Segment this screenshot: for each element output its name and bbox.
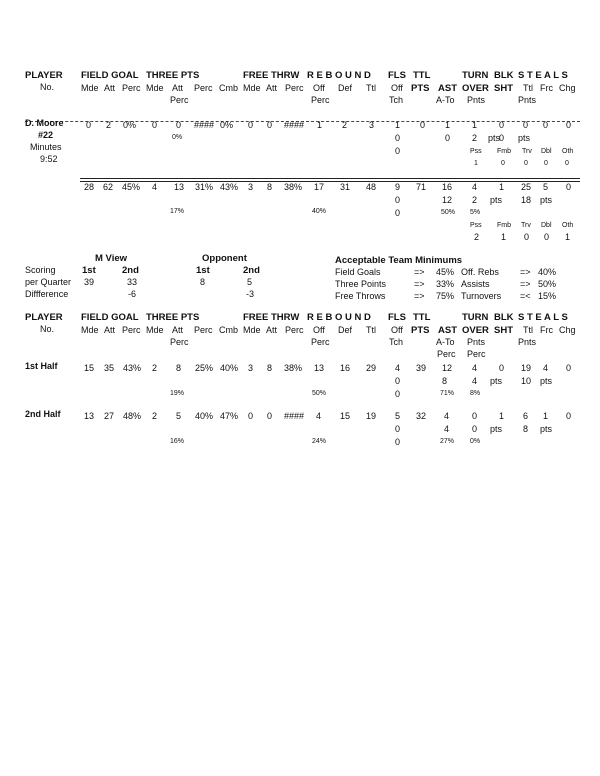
h2-tp-cmb: 47% — [220, 411, 239, 421]
h1-tp-cmb: 40% — [220, 363, 239, 373]
h2-ast-perc: 27% — [440, 438, 455, 445]
sub-label-oth: Oth — [562, 148, 574, 155]
h2-fg-att: 27 — [104, 411, 115, 421]
h1-turnover-perc: 8% — [470, 390, 481, 397]
over-perc-col-2: Perc — [467, 349, 486, 359]
reb-ttl-col-2: Ttl — [366, 325, 376, 335]
sub-label-trv: Trv — [522, 148, 532, 155]
tot-turnover-perc: 5% — [470, 209, 481, 216]
h1-reb-off-perc: 50% — [312, 390, 327, 397]
tp-att-perc: 0% — [172, 134, 183, 141]
tot-tp-made: 4 — [152, 182, 158, 192]
half1-label: 1st Half — [25, 361, 58, 371]
tot-sub-label-dbl: Dbl — [541, 222, 552, 229]
min-arrow-turnovers: =< — [520, 291, 531, 301]
tot-sub-label-pss: Pss — [470, 222, 482, 229]
tot-fls-1: 9 — [395, 182, 401, 192]
sub-value-oth: 0 — [565, 160, 569, 167]
tp-att-perc-col: Perc — [170, 95, 189, 105]
fouls-header: FLS — [388, 70, 406, 81]
total-header-2: TTL — [413, 312, 431, 323]
h1-tp-att: 8 — [176, 363, 182, 373]
per-quarter-label: per Quarter — [25, 277, 72, 287]
reb-ttl: 3 — [369, 120, 375, 130]
number-header: No. — [40, 82, 55, 92]
ast-col: AST — [438, 83, 457, 94]
over-col-2: OVER — [462, 325, 489, 336]
scoring-label: Scoring — [25, 265, 56, 275]
steal-pnts-col: Pnts — [518, 95, 537, 105]
rebound-header: R E B O U N D — [307, 70, 371, 81]
ft-att-col-2: Att — [266, 325, 278, 335]
tp-att-col-2: Att — [172, 325, 184, 335]
min-arrow-tp: => — [414, 279, 425, 289]
steal-ttl-col: Ttl — [523, 83, 533, 93]
h2-reb-off: 4 — [316, 411, 322, 421]
h1-block-pts: pts — [490, 376, 503, 386]
steal-chg-col-2: Chg — [559, 325, 576, 335]
h2-ttl-pts: 32 — [416, 411, 427, 421]
tot-block-pts: pts — [490, 195, 503, 205]
h1-turnover-pts: 4 — [472, 376, 478, 386]
tot-sub-value-pss: 2 — [474, 232, 480, 242]
over-pnts-col-2: Pnts — [467, 337, 486, 347]
h1-ft-att: 8 — [267, 363, 273, 373]
fg-perc-col-2: Perc — [122, 325, 141, 335]
h2-turnovers: 0 — [472, 411, 478, 421]
tp-made-col: Mde — [146, 83, 164, 93]
h1-ast-ato: 8 — [442, 376, 448, 386]
tot-sub-value-dbl: 0 — [544, 232, 550, 242]
reb-def-col-2: Def — [338, 325, 353, 335]
tp-made-col-2: Mde — [146, 325, 164, 335]
three-pts-header-2: THREE PTS — [146, 312, 200, 323]
tot-reb-ttl: 48 — [366, 182, 377, 192]
h1-ast-perc: 71% — [440, 390, 455, 397]
h1-blocks: 0 — [499, 363, 505, 373]
min-value-fg: 45% — [436, 267, 455, 277]
turnovers: 1 — [472, 120, 478, 130]
reb-off-perc-col-2: Perc — [311, 337, 330, 347]
steal-frc-col-2: Frc — [540, 325, 553, 335]
player-number: #22 — [38, 130, 54, 140]
fls-3: 0 — [395, 146, 401, 156]
tot-steal-ttl: 25 — [521, 182, 532, 192]
min-label-turnovers: Turnovers — [461, 291, 502, 301]
tp-att: 0 — [176, 120, 182, 130]
h2-fg-perc: 48% — [123, 411, 142, 421]
fls-2: 0 — [395, 133, 401, 143]
minutes-label: Minutes — [30, 142, 62, 152]
h2-reb-def: 15 — [340, 411, 351, 421]
h1-fg-att: 35 — [104, 363, 115, 373]
minimums-title: Acceptable Team Minimums — [335, 255, 463, 266]
field-goal-header-2: FIELD GOAL — [81, 312, 139, 323]
h2-blocks: 1 — [499, 411, 505, 421]
h1-steal-chg: 0 — [566, 363, 572, 373]
h2-tp-att-perc: 16% — [170, 438, 185, 445]
o-1st-score: 8 — [200, 277, 206, 287]
h1-tp-att-perc: 19% — [170, 390, 185, 397]
steal-ttl-col-2: Ttl — [523, 325, 533, 335]
tot-blocks: 1 — [499, 182, 505, 192]
over-pnts-col: Pnts — [467, 95, 486, 105]
fg-made-col: Mde — [81, 83, 99, 93]
steal-ttl: 0 — [523, 120, 529, 130]
o-difference: -3 — [246, 289, 255, 299]
number-header-2: No. — [40, 324, 55, 334]
tot-sub-value-trv: 0 — [524, 232, 530, 242]
over-col: OVER — [462, 83, 489, 94]
fls-tch-col-2: Tch — [389, 337, 404, 347]
sub-value-fmb: 0 — [501, 160, 505, 167]
block-header-2: BLK — [494, 312, 514, 323]
h2-steal-ttl: 6 — [523, 411, 529, 421]
h2-steal-pts: 8 — [523, 424, 529, 434]
tot-fg-perc: 45% — [122, 182, 141, 192]
ast: 1 — [445, 120, 451, 130]
ft-perc-col-2: Perc — [285, 325, 304, 335]
sub-label-pss: Pss — [470, 148, 482, 155]
ast-ato-col-2: A-To — [436, 337, 455, 347]
tot-reb-def: 31 — [340, 182, 351, 192]
h2-fg-made: 13 — [84, 411, 95, 421]
ft-made-col-2: Mde — [243, 325, 261, 335]
tot-tp-perc: 31% — [195, 182, 214, 192]
sub-label-dbl: Dbl — [541, 148, 552, 155]
tp-cmb: 0% — [220, 120, 234, 130]
h2-steal-frc: 1 — [543, 411, 549, 421]
reb-off-perc-col: Perc — [311, 95, 330, 105]
tp-att-col: Att — [172, 83, 184, 93]
player-name: D. Moore — [25, 118, 64, 128]
steal-chg: 0 — [566, 120, 572, 130]
min-value-ft: 75% — [436, 291, 455, 301]
h2-fls-2: 0 — [395, 424, 401, 434]
ft-att: 0 — [267, 120, 273, 130]
m-1st-score: 39 — [84, 277, 95, 287]
h2-steal-chg: 0 — [566, 411, 572, 421]
h2-tp-perc: 40% — [195, 411, 214, 421]
fg-made-col-2: Mde — [81, 325, 99, 335]
free-throw-header: FREE THRW — [243, 70, 300, 81]
h1-tp-perc: 25% — [195, 363, 214, 373]
h1-reb-off: 13 — [314, 363, 325, 373]
h1-fg-perc: 43% — [123, 363, 142, 373]
tp-cmb-col-2: Cmb — [219, 325, 239, 335]
total-header: TTL — [413, 70, 431, 81]
fg-perc: 0% — [123, 120, 137, 130]
turnover-pts-label: pts — [488, 133, 501, 143]
ft-made-col: Mde — [243, 83, 261, 93]
min-label-fg: Field Goals — [335, 267, 381, 277]
ft-perc: #### — [284, 120, 305, 130]
reb-def: 2 — [342, 120, 348, 130]
fouls-header-2: FLS — [388, 312, 406, 323]
min-value-assists: 50% — [538, 279, 557, 289]
fg-att-col: Att — [104, 83, 116, 93]
min-arrow-fg: => — [414, 267, 425, 277]
ast-ato: 0 — [445, 133, 451, 143]
fls-tch-col: Tch — [389, 95, 404, 105]
tp-perc: #### — [194, 120, 215, 130]
ttl-pts: 0 — [420, 120, 426, 130]
tot-ft-perc: 38% — [284, 182, 303, 192]
block-header: BLK — [494, 70, 514, 81]
tot-tp-att-perc: 17% — [170, 208, 185, 215]
h2-ast-ato: 4 — [444, 424, 450, 434]
h2-ast: 4 — [444, 411, 450, 421]
ast-col-2: AST — [438, 325, 457, 336]
h2-reb-off-perc: 24% — [312, 438, 327, 445]
h1-steal-pts-label: pts — [540, 376, 553, 386]
reb-ttl-col: Ttl — [366, 83, 376, 93]
tot-ft-made: 3 — [248, 182, 254, 192]
tot-fls-3: 0 — [395, 208, 401, 218]
fg-made: 0 — [86, 120, 92, 130]
h1-fls-2: 0 — [395, 376, 401, 386]
tot-ast: 16 — [442, 182, 453, 192]
h2-steal-pts-label: pts — [540, 424, 553, 434]
min-label-tp: Three Points — [335, 279, 387, 289]
opponent-heading: Opponent — [202, 253, 247, 264]
player-header: PLAYER — [25, 70, 63, 81]
m-view-heading: M View — [95, 253, 128, 264]
free-throw-header-2: FREE THRW — [243, 312, 300, 323]
field-goal-header: FIELD GOAL — [81, 70, 139, 81]
minutes-value: 9:52 — [40, 154, 58, 164]
min-value-turnovers: 15% — [538, 291, 557, 301]
fls-off-col-2: Off — [391, 325, 403, 335]
tot-sub-value-oth: 1 — [565, 232, 571, 242]
h1-ttl-pts: 39 — [416, 363, 427, 373]
h2-ft-perc: #### — [284, 411, 305, 421]
h2-fls-3: 0 — [395, 437, 401, 447]
steal-chg-col: Chg — [559, 83, 576, 93]
tot-sub-label-trv: Trv — [521, 222, 531, 229]
tot-steal-frc: 5 — [543, 182, 549, 192]
min-value-tp: 33% — [436, 279, 455, 289]
ast-perc-col-2: Perc — [437, 349, 456, 359]
h1-steal-ttl: 19 — [521, 363, 532, 373]
h1-reb-def: 16 — [340, 363, 351, 373]
sub-value-trv: 0 — [524, 160, 528, 167]
tot-fls-2: 0 — [395, 195, 401, 205]
ft-att-col: Att — [266, 83, 278, 93]
min-arrow-assists: => — [520, 279, 531, 289]
tot-fg-att: 62 — [103, 182, 114, 192]
steal-frc: 0 — [543, 120, 549, 130]
ast-ato-col: A-To — [436, 95, 455, 105]
o-2nd-score: 5 — [247, 277, 253, 287]
blocks: 0 — [499, 120, 505, 130]
h1-ft-made: 3 — [248, 363, 254, 373]
tp-att-perc-col-2: Perc — [170, 337, 189, 347]
tot-turnover-pts: 2 — [472, 195, 478, 205]
tot-ast-perc: 50% — [441, 209, 456, 216]
m-1st-heading: 1st — [82, 265, 96, 276]
min-arrow-ft: => — [414, 291, 425, 301]
sht-col-2: SHT — [494, 325, 513, 336]
steal-frc-col: Frc — [540, 83, 553, 93]
turn-header: TURN — [462, 70, 489, 81]
tot-sub-label-fmb: Fmb — [497, 222, 511, 229]
ft-perc-col: Perc — [285, 83, 304, 93]
tot-ft-att: 8 — [267, 182, 273, 192]
h2-ft-made: 0 — [248, 411, 254, 421]
half2-label: 2nd Half — [25, 409, 61, 419]
o-2nd-heading: 2nd — [243, 265, 260, 276]
tot-steal-chg: 0 — [566, 182, 572, 192]
min-label-rebs: Off. Rebs — [461, 267, 499, 277]
h1-reb-ttl: 29 — [366, 363, 377, 373]
h2-reb-ttl: 19 — [366, 411, 377, 421]
pts-col-2: PTS — [411, 325, 430, 336]
h1-fls-1: 4 — [395, 363, 401, 373]
steals-header-2: S T E A L S — [518, 312, 568, 323]
reb-off: 1 — [317, 120, 323, 130]
tot-steal-pts: 18 — [521, 195, 532, 205]
tot-tp-att: 13 — [174, 182, 185, 192]
fls-off-col: Off — [391, 83, 403, 93]
h2-tp-made: 2 — [152, 411, 158, 421]
sht-col: SHT — [494, 83, 513, 94]
tot-steal-pts-label: pts — [540, 195, 553, 205]
tot-reb-off-perc: 40% — [312, 208, 327, 215]
three-pts-header: THREE PTS — [146, 70, 200, 81]
sub-label-fmb: Fmb — [497, 148, 511, 155]
difference-label: Diffference — [25, 289, 69, 299]
m-2nd-score: 33 — [127, 277, 138, 287]
h1-fls-3: 0 — [395, 389, 401, 399]
player-header-2: PLAYER — [25, 312, 63, 323]
rebound-header-2: R E B O U N D — [307, 312, 371, 323]
reb-off-col: Off — [313, 83, 325, 93]
tot-tp-cmb: 43% — [220, 182, 239, 192]
h2-turnover-perc: 0% — [470, 438, 481, 445]
block-pts: 0 — [499, 133, 505, 143]
m-difference: -6 — [128, 289, 137, 299]
tp-cmb-col: Cmb — [219, 83, 239, 93]
tp-perc-col-2: Perc — [194, 325, 213, 335]
fls-off: 1 — [395, 120, 401, 130]
reb-off-col-2: Off — [313, 325, 325, 335]
h1-steal-pts: 10 — [521, 376, 532, 386]
h2-block-pts: pts — [490, 424, 503, 434]
tot-ast-ato: 12 — [442, 195, 453, 205]
sub-value-pss: 1 — [474, 160, 478, 167]
tot-fg-made: 28 — [84, 182, 95, 192]
h1-fg-made: 15 — [84, 363, 95, 373]
totals-divider-top — [80, 178, 580, 179]
tp-made: 0 — [152, 120, 158, 130]
h1-ft-perc: 38% — [284, 363, 303, 373]
turnover-pts: 2 — [472, 133, 478, 143]
ft-made: 0 — [248, 120, 254, 130]
h2-ft-att: 0 — [267, 411, 273, 421]
h1-steal-frc: 4 — [543, 363, 549, 373]
steal-pnts-col-2: Pnts — [518, 337, 537, 347]
min-value-rebs: 40% — [538, 267, 557, 277]
min-label-ft: Free Throws — [335, 291, 386, 301]
turn-header-2: TURN — [462, 312, 489, 323]
h1-tp-made: 2 — [152, 363, 158, 373]
steal-pts: pts — [518, 133, 531, 143]
o-1st-heading: 1st — [196, 265, 210, 276]
h1-turnovers: 4 — [472, 363, 478, 373]
tot-ttl-pts: 71 — [416, 182, 427, 192]
m-2nd-heading: 2nd — [122, 265, 139, 276]
tot-sub-label-oth: Oth — [562, 222, 574, 229]
tot-reb-off: 17 — [314, 182, 325, 192]
fg-att: 2 — [106, 120, 112, 130]
tot-sub-value-fmb: 1 — [501, 232, 507, 242]
pts-col: PTS — [411, 83, 430, 94]
steals-header: S T E A L S — [518, 70, 568, 81]
fg-perc-col: Perc — [122, 83, 141, 93]
tp-perc-col: Perc — [194, 83, 213, 93]
min-label-assists: Assists — [461, 279, 490, 289]
h1-ast: 12 — [442, 363, 453, 373]
reb-def-col: Def — [338, 83, 353, 93]
h2-turnover-pts: 0 — [472, 424, 478, 434]
tot-turnovers: 4 — [472, 182, 478, 192]
sub-value-dbl: 0 — [544, 160, 548, 167]
fg-att-col-2: Att — [104, 325, 116, 335]
min-arrow-rebs: => — [520, 267, 531, 277]
h2-tp-att: 5 — [176, 411, 182, 421]
h2-fls-1: 5 — [395, 411, 401, 421]
